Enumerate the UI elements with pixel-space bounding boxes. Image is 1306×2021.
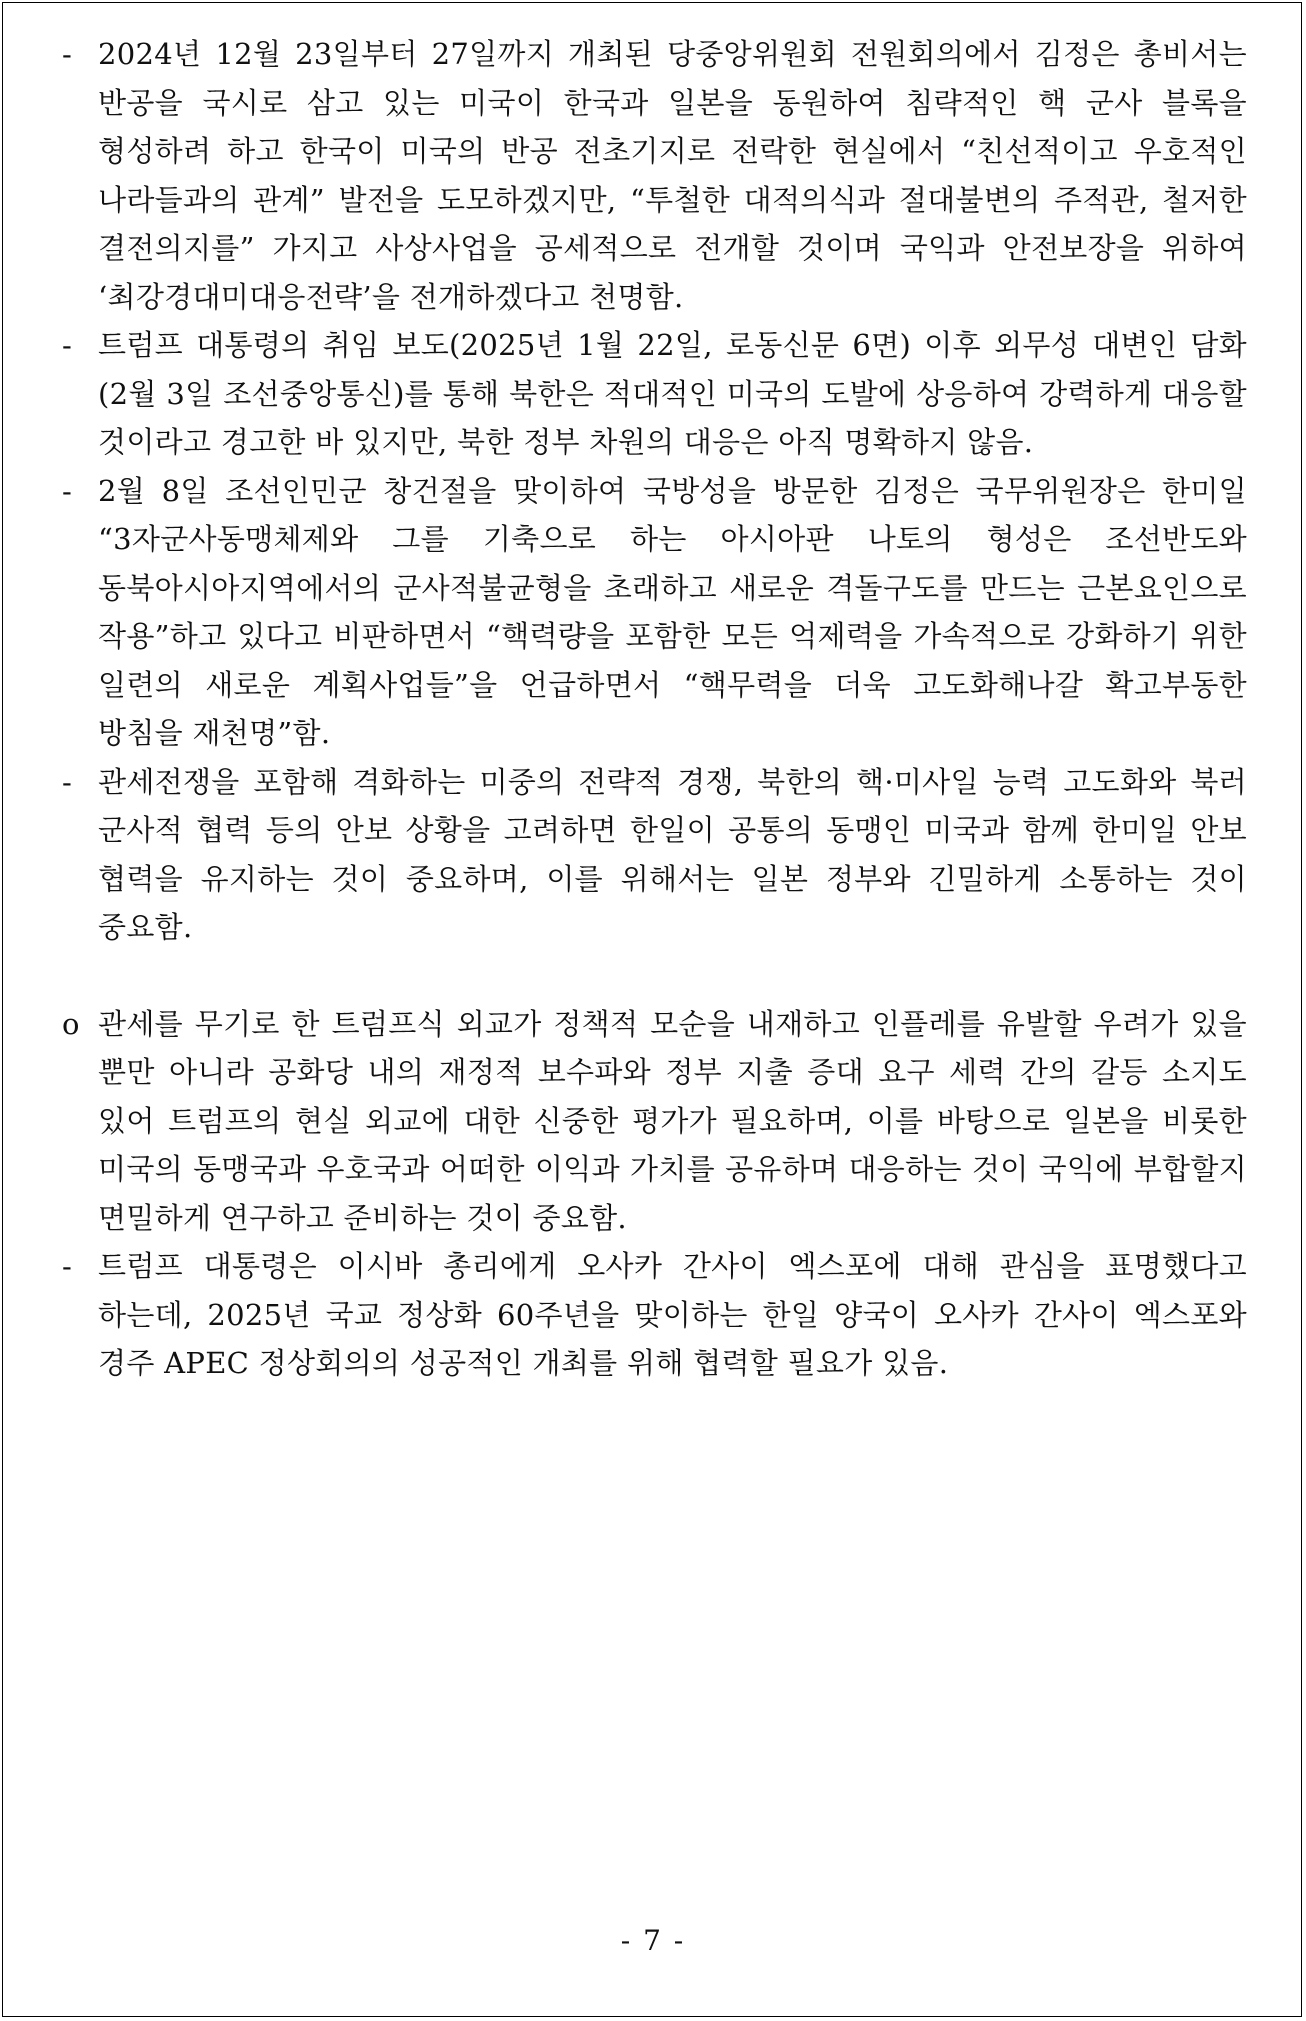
paragraph-text: 트럼프 대통령은 이시바 총리에게 오사카 간사이 엑스포에 대해 관심을 표명했다고 하는데, 2025년 국교 정상화 60주년을 맞이하는 한일 양국이 오사카 간사이 엑스포와 경주 APEC 정상회의의 성공적인 개최를 위해 협력할 필요가 있음. [98,1249,1247,1380]
circle-bullet-item [62,1000,1247,1243]
paragraph-text: 관세를 무기로 한 트럼프식 외교가 정책적 모순을 내재하고 인플레를 유발할 우려가 있을 뿐만 아니라 공화당 내의 재정적 보수파와 정부 지출 증대 요구 세력 간의 갈등 소지도 있어 트럼프의 현실 외교에 대한 신중한 평가가 필요하며, 이를 바탕으로 일본을 비롯한 미국의 동맹국과 우호국과 어떠한 이익과 가치를 공유하며 대응하는 것이 국익에 부합할지 면밀하게 연구하고 준비하는 것이 중요함. [98,1006,1247,1235]
dash-marker: - [62,1249,73,1283]
paragraph-text: 2024년 12월 23일부터 27일까지 개최된 당중앙위원회 전원회의에서 김정은 총비서는 반공을 국시로 삼고 있는 미국이 한국과 일본을 동원하여 침략적인 핵 군사 블록을 형성하려 하고 한국이 미국의 반공 전초기지로 전락한 현실에서 “친선적이고 우호적인 나라들과의 관계” 발전을 도모하겠지만, “투철한 대적의식과 절대불변의 주적관, 철저한 결전의지를” 가지고 사상사업을 공세적으로 전개할 것이며 국익과 안전보장을 위하여 ‘최강경대미대응전략’을 전개하겠다고 천명함. [98,37,1247,314]
dash-marker: - [62,764,73,799]
paragraph-text: 관세전쟁을 포함해 격화하는 미중의 전략적 경쟁, 북한의 핵·미사일 능력 고도화와 북러 군사적 협력 등의 안보 상황을 고려하면 한일이 공통의 동맹인 미국과 함께 한미일 안보 협력을 유지하는 것이 중요하며, 이를 위해서는 일본 정부와 긴밀하게 소통하는 것이 중요함. [98,764,1247,944]
dash-marker: - [62,473,73,508]
bullet-item [62,321,1247,467]
document-body [62,30,1247,1388]
bullet-item [62,30,1247,321]
bullet-item [62,467,1247,758]
bullet-item [62,758,1247,952]
dash-marker: - [62,37,73,71]
paragraph-text: 트럼프 대통령의 취임 보도(2025년 1월 22일, 로동신문 6면) 이후 외무성 대변인 담화(2월 3일 조선중앙통신)를 통해 북한은 적대적인 미국의 도발에 상응하여 강력하게 대응할 것이라고 경고한 바 있지만, 북한 정부 차원의 대응은 아직 명확하지 않음. [98,328,1247,459]
page-number: - 7 - [620,1924,686,1957]
circle-marker: o [62,1006,80,1041]
bullet-item [62,1242,1247,1388]
section-spacer [62,952,1247,1000]
paragraph-text: 2월 8일 조선인민군 창건절을 맞이하여 국방성을 방문한 김정은 국무위원장은 한미일 “3자군사동맹체제와 그를 기축으로 하는 아시아판 나토의 형성은 조선반도와 동북아시아지역에서의 군사적불균형을 초래하고 새로운 격돌구도를 만드는 근본요인으로 작용”하고 있다고 비판하면서 “핵력량을 포함한 모든 억제력을 가속적으로 강화하기 위한 일련의 새로운 계획사업들”을 언급하면서 “핵무력을 더욱 고도화해나갈 확고부동한 방침을 재천명”함. [98,473,1247,750]
dash-marker: - [62,328,73,362]
